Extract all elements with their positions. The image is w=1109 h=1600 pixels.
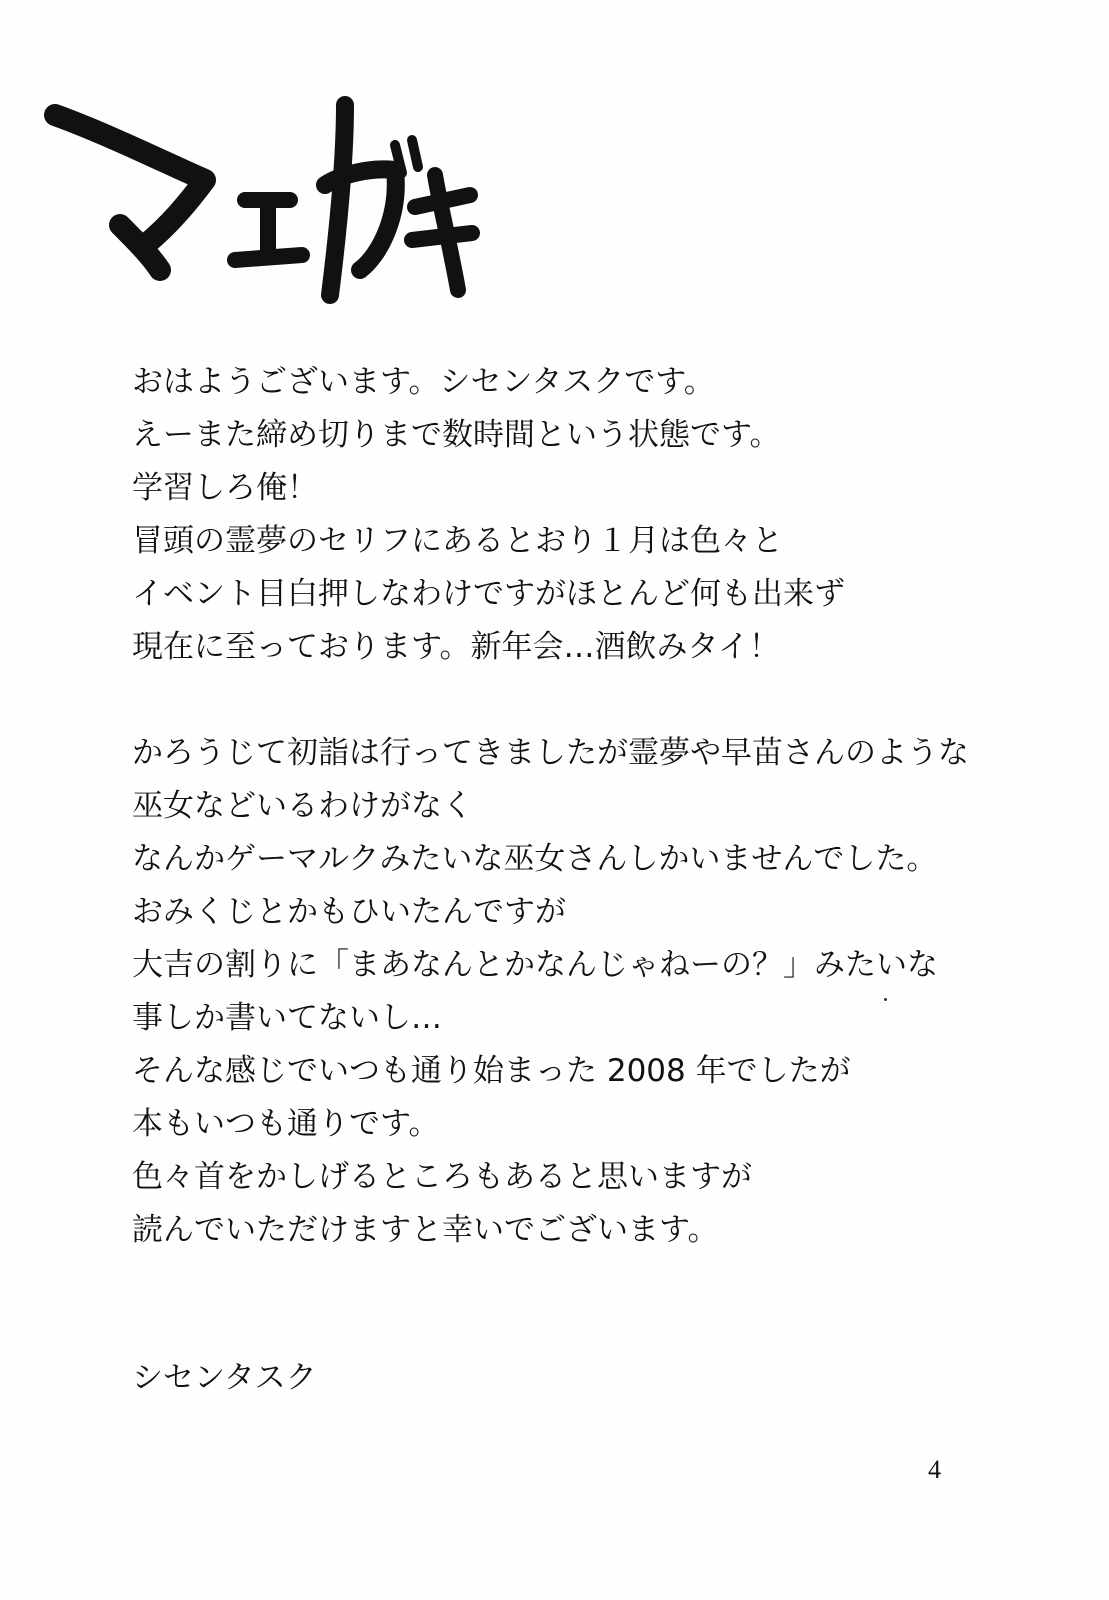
text-line: 本もいつも通りです。 [132,1106,440,1142]
text-line: 読んでいただけますと幸いでございます。 [132,1212,719,1248]
paragraph-2 [132,727,1012,1257]
text-line: 学習しろ俺！ [132,470,318,506]
title-lettering-image [40,95,480,325]
text-line: かろうじて初詣は行ってきましたが霊夢や早苗さんのような [132,735,969,771]
text-line: なんかゲーマルクみたいな巫女さんしかいませんでした。 [132,841,938,877]
text-line: 巫女などいるわけがなく [132,788,473,824]
text-line: 色々首をかしげるところもあると思いますが [132,1159,752,1195]
foreword-body [132,356,1012,1257]
text-line: 現在に至っております。新年会…酒飲みタイ！ [132,629,780,665]
page-number: 4 [928,1455,941,1484]
paragraph-gap [132,674,1012,727]
author-signature: シセンタスク [132,1360,317,1396]
text-line: えーまた締め切りまで数時間という状態です。 [132,417,781,453]
text-line: おみくじとかもひいたんですが [132,894,566,930]
text-line: 事しか書いてないし… [132,1000,442,1036]
text-line: イベント目白押しなわけですがほとんど何も出来ず [132,576,845,612]
paragraph-1 [132,356,1012,674]
scan-speck [884,998,887,1001]
text-line: そんな感じでいつも通り始まった 2008 年でしたが [132,1053,851,1089]
text-line: おはようございます。シセンタスクです。 [132,364,715,400]
text-line: 冒頭の霊夢のセリフにあるとおり１月は色々と [132,523,783,559]
text-line: 大吉の割りに「まあなんとかなんじゃねーの？」みたいな [132,947,938,983]
handwritten-title [40,95,480,325]
